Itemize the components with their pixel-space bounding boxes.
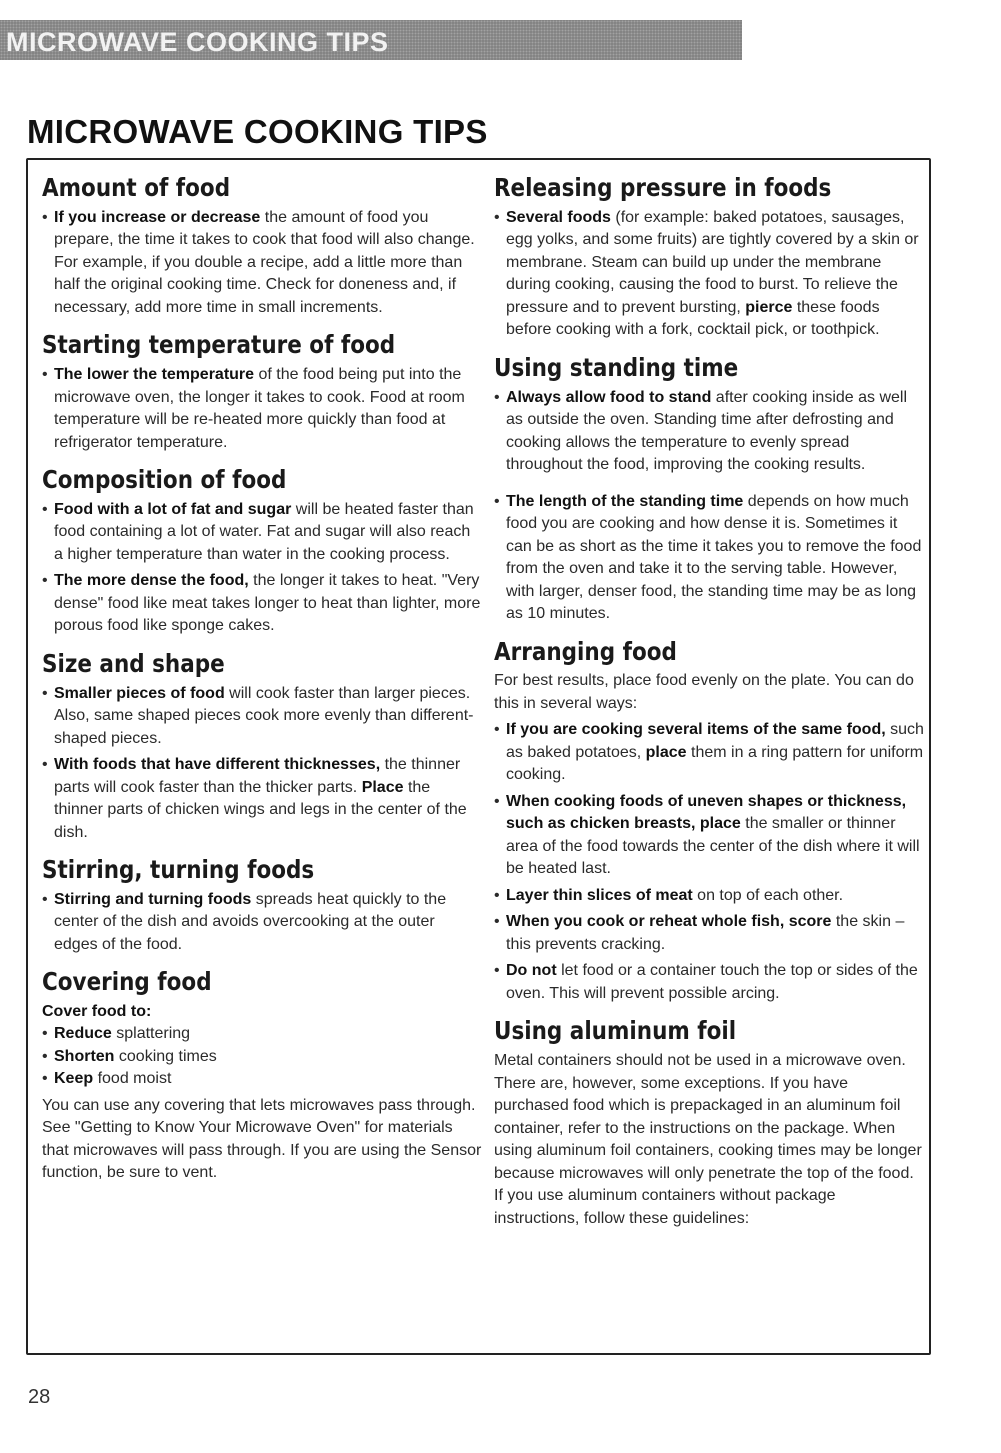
bullet-bold: Several foods: [506, 208, 611, 226]
bullet-text: the longer it takes to heat. "Very dense" food like meat takes longer to heat than lighter, more porous food like sponge cakes.: [54, 572, 481, 635]
page-title: MICROWAVE COOKING TIPS: [27, 113, 488, 150]
bullet-bold: The lower the temperature: [54, 366, 255, 383]
paragraph: You can use any covering that lets microwaves pass through. See "Getting to Know Your Microwave Oven" for materials that microwaves will pass through. If you are using the Sensor function, be sure to vent.: [42, 1096, 482, 1181]
bullet-item: [494, 960, 924, 1005]
bullet-text: the skin – this prevents cracking.: [506, 913, 905, 953]
section-heading: Stirring, turning foods: [42, 855, 315, 884]
content-box: [26, 158, 931, 1355]
bullet-bold: Keep: [54, 1070, 94, 1087]
bullet-item: [42, 1046, 482, 1069]
bullet-bold: Layer thin slices of meat: [506, 886, 693, 904]
bullet-text: on top of each other.: [692, 886, 844, 904]
bullet-bold: Place: [361, 778, 404, 796]
paragraph: For best results, place food evenly on the plate. You can do this in several ways:: [494, 672, 914, 712]
bullet-bold: place: [645, 743, 687, 761]
bullet-bold: Always allow food to stand: [506, 388, 712, 406]
section-composition-of-food: [42, 466, 482, 638]
bullet-bold: Do not: [506, 962, 557, 980]
section-heading: Using standing time: [494, 352, 739, 382]
bullet-item: [42, 364, 482, 454]
bullet-text: the thinner parts of chicken wings and legs in the center of the dish.: [54, 778, 467, 841]
bullet-item: [494, 719, 924, 787]
bullet-item: [42, 570, 482, 638]
bullet-item: [494, 207, 924, 342]
bullet-text: food moist: [93, 1070, 172, 1087]
bullet-bold: When you cook or reheat whole fish, score: [506, 913, 832, 931]
section-heading: Size and shape: [42, 648, 225, 678]
bullet-text: after cooking inside as well as outside the oven. Standing time after defrosting and cooking allows the temperature to evenly spread throughout the food, improving the cooking results.: [506, 388, 908, 473]
bullet-bold: Stirring and turning foods: [54, 890, 252, 908]
bullet-text: will cook faster than larger pieces. Also, same shaped pieces cook more evenly than different-shaped pieces.: [54, 684, 474, 747]
bullet-item: [42, 207, 482, 320]
section-amount-of-food: [42, 174, 482, 319]
bullet-text: such as baked potatoes,: [506, 721, 924, 761]
bullet-bold: The length of the standing time: [506, 492, 744, 510]
bullet-item: [42, 1068, 482, 1091]
spacer: [494, 481, 924, 491]
section-heading: Amount of food: [42, 173, 231, 202]
bullet-bold: The more dense the food,: [54, 572, 249, 590]
bullet-item: [494, 491, 924, 626]
bullet-item: [494, 791, 924, 881]
bullet-item: [494, 387, 924, 477]
bullet-bold: Reduce: [54, 1025, 112, 1042]
section-heading: Using aluminum foil: [494, 1016, 737, 1046]
bullet-text: (for example: baked potatoes, sausages, egg yolks, and some fruits) are tightly covered by a skin or membrane. Steam can build up under the membrane during cooking, causing the food to burst. To relieve the pressure and to prevent bursting,: [506, 208, 919, 316]
section-starting-temperature: [42, 331, 482, 454]
bullet-bold: pierce: [745, 298, 793, 316]
section-heading: Arranging food: [494, 636, 677, 666]
bullet-item: [42, 1023, 482, 1046]
bullet-item: [42, 683, 482, 751]
section-size-and-shape: [42, 650, 482, 844]
bullet-item: [42, 499, 482, 567]
bullet-bold: If you increase or decrease: [54, 208, 261, 226]
section-arranging-food: [494, 638, 924, 1006]
left-column: [42, 174, 482, 1197]
bullet-item: [42, 754, 482, 844]
paragraph: Metal containers should not be used in a microwave oven. There are, however, some exceptions. If you have purchased food which is prepackaged in an aluminum foil container, refer to the instructions on the package. When using aluminum foil containers, cooking times may be longer because microwaves will only penetrate the top of the food. If you use aluminum containers without package instructions, follow these guidelines:: [494, 1052, 922, 1227]
page-number: 28: [28, 1386, 51, 1408]
bullet-text: of the food being put into the microwave oven, the longer it takes to cook. Food at room temperature will be re-heated more quickly than food at refrigerator temperature.: [54, 366, 465, 451]
section-heading: Releasing pressure in foods: [494, 173, 832, 202]
section-covering-food: [42, 968, 482, 1184]
section-stirring-turning: [42, 856, 482, 956]
bullet-text: let food or a container touch the top or sides of the oven. This will prevent possible arcing.: [506, 962, 918, 1002]
bullet-bold: Smaller pieces of food: [54, 684, 225, 702]
section-heading: Covering food: [42, 967, 212, 997]
bullet-text: the amount of food you prepare, the time it takes to cook that food will also change. For example, if you double a recipe, add a little more than half the original cooking time. Check for doneness and, if necessary, add more time in small increments.: [54, 208, 475, 316]
bullet-text: will be heated faster than food containing a lot of water. Fat and sugar will also reach a higher temperature than water in the cooking process.: [54, 500, 474, 563]
section-releasing-pressure: [494, 174, 924, 342]
bullet-bold: Shorten: [54, 1047, 115, 1065]
bullet-bold: Food with a lot of fat and sugar: [54, 500, 292, 518]
bullet-text: them in a ring pattern for uniform cooking.: [506, 743, 924, 784]
bullet-item: [42, 889, 482, 957]
bullet-text: splattering: [111, 1025, 191, 1042]
section-standing-time: [494, 354, 924, 626]
banner-text: MICROWAVE COOKING TIPS: [6, 27, 389, 57]
bullet-bold: When cooking foods of uneven shapes or thickness, such as chicken breasts, place: [506, 792, 907, 833]
section-aluminum-foil: [494, 1017, 924, 1230]
bullet-item: [494, 885, 924, 908]
bullet-item: [494, 911, 924, 956]
section-heading: Composition of food: [42, 465, 287, 494]
section-heading: Starting temperature of food: [42, 330, 396, 360]
bullet-bold: With foods that have different thicknesses,: [54, 756, 381, 773]
bullet-text: these foods before cooking with a fork, cocktail pick, or toothpick.: [506, 298, 880, 339]
bullet-text: the smaller or thinner area of the food towards the center of the dish where it will be heated last.: [506, 815, 920, 878]
subheading: Cover food to:: [42, 1003, 152, 1020]
bullet-text: spreads heat quickly to the center of the dish and avoids overcooking at the outer edges of the food.: [54, 890, 447, 953]
bullet-bold: If you are cooking several items of the same food,: [506, 721, 886, 739]
bullet-text: depends on how much food you are cooking and how dense it is. Sometimes it can be as short as the time it takes you to remove the food from the oven and take it to the serving table. However, with larger, denser food, the standing time may be as long as 10 minutes.: [506, 492, 922, 622]
right-column: [494, 174, 924, 1242]
section-banner: [0, 20, 742, 60]
bullet-text: the thinner parts will cook faster than the thicker parts.: [54, 756, 461, 796]
bullet-text: cooking times: [114, 1047, 217, 1065]
